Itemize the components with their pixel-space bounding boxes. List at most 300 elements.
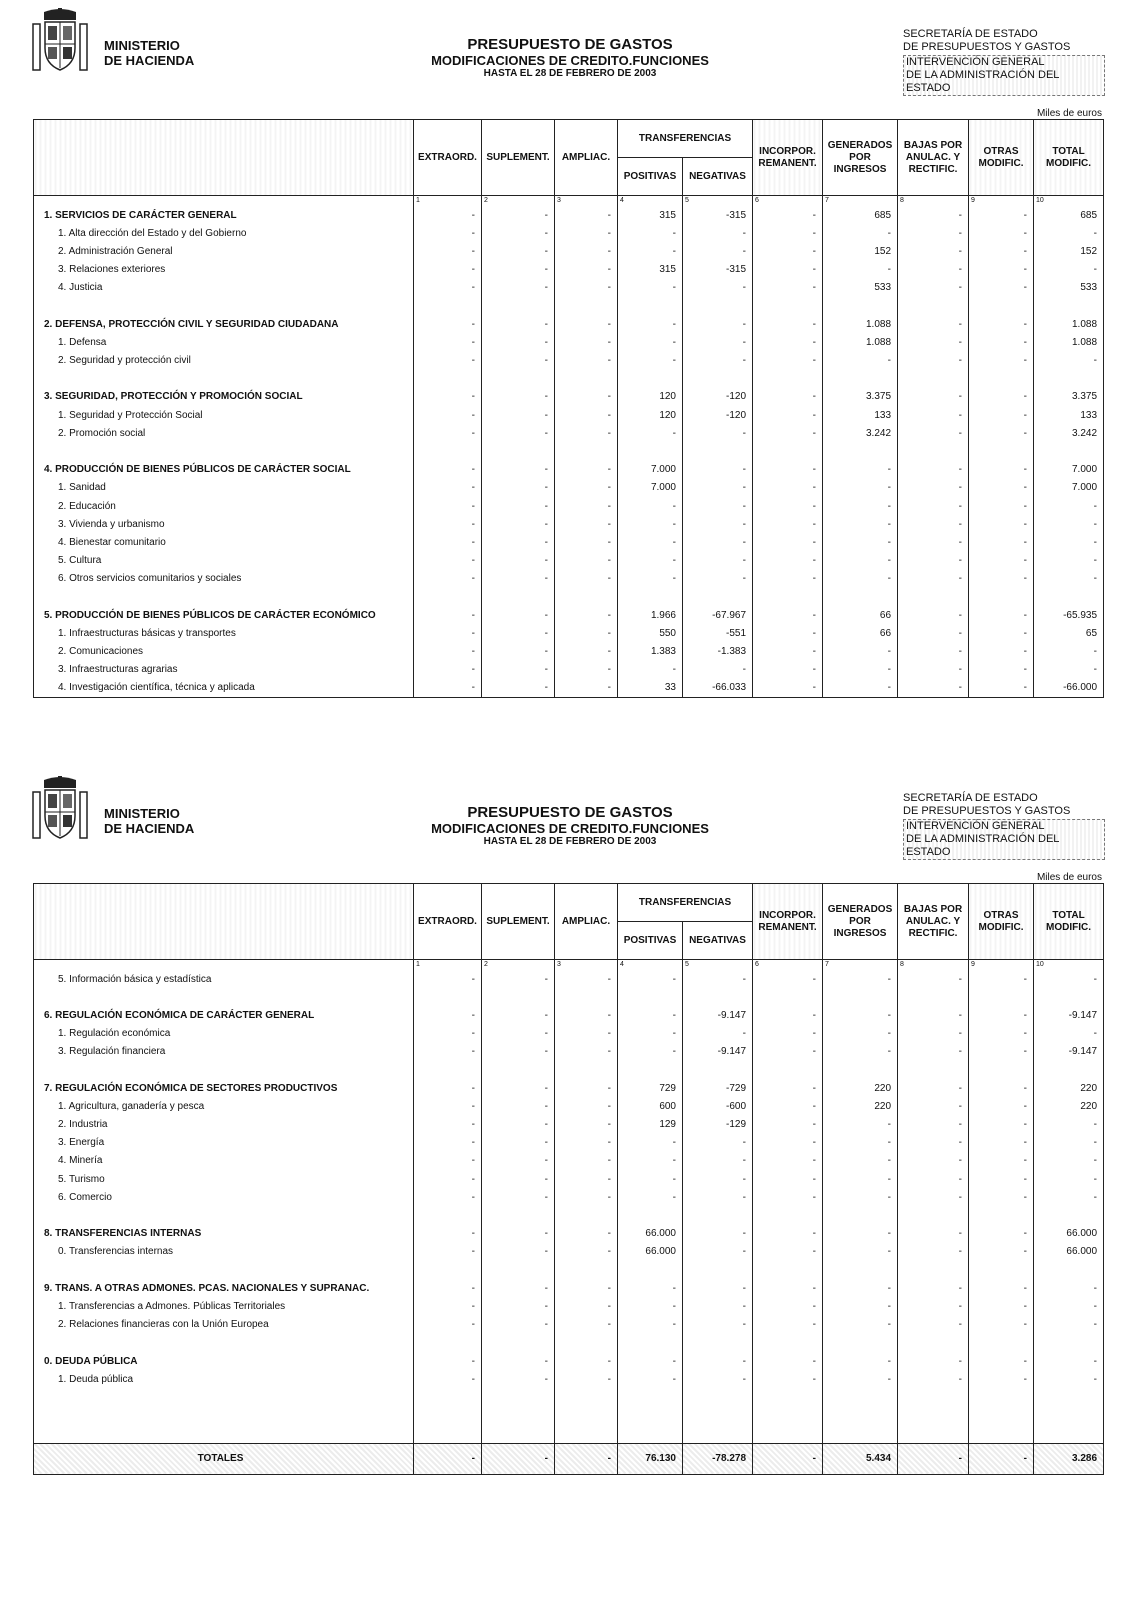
intervencion-box bbox=[903, 55, 1105, 96]
function-row bbox=[34, 515, 1104, 533]
function-group-row bbox=[34, 1079, 1104, 1097]
value-cell bbox=[1034, 1388, 1104, 1406]
value-cell: - bbox=[482, 1079, 555, 1097]
value-cell bbox=[969, 1334, 1034, 1352]
value-cell: - bbox=[753, 461, 823, 479]
value-cell: - bbox=[683, 1243, 753, 1261]
value-cell bbox=[753, 1407, 823, 1425]
intervencion-box bbox=[903, 819, 1105, 860]
value-cell: - bbox=[618, 279, 683, 297]
value-cell: - bbox=[1034, 261, 1104, 279]
value-cell bbox=[969, 442, 1034, 460]
totals-value-cell: 5.434 bbox=[823, 1443, 898, 1474]
row-label bbox=[34, 988, 414, 1006]
value-cell: - bbox=[823, 1043, 898, 1061]
row-label: 3. Vivienda y urbanismo bbox=[34, 515, 414, 533]
header-incorpor: INCORPOR. REMANENT. bbox=[753, 120, 823, 196]
value-cell: - bbox=[969, 1006, 1034, 1024]
value-cell: - bbox=[414, 497, 482, 515]
value-cell: - bbox=[969, 1025, 1034, 1043]
row-label: 1. Sanidad bbox=[34, 479, 414, 497]
value-cell: - bbox=[683, 479, 753, 497]
value-cell: - bbox=[414, 1134, 482, 1152]
value-cell bbox=[753, 370, 823, 388]
value-cell: - bbox=[555, 497, 618, 515]
value-cell: - bbox=[482, 1043, 555, 1061]
value-cell bbox=[555, 1261, 618, 1279]
value-cell bbox=[823, 442, 898, 460]
blank-row bbox=[34, 442, 1104, 460]
value-cell: 3.375 bbox=[1034, 388, 1104, 406]
function-row bbox=[34, 570, 1104, 588]
value-cell: - bbox=[482, 661, 555, 679]
column-number-cell bbox=[34, 196, 414, 207]
value-cell: - bbox=[555, 1225, 618, 1243]
value-cell: - bbox=[969, 570, 1034, 588]
value-cell: - bbox=[414, 1370, 482, 1388]
row-label: 9. TRANS. A OTRAS ADMONES. PCAS. NACIONALES Y SUPRANAC. bbox=[34, 1279, 414, 1297]
value-cell: - bbox=[1034, 533, 1104, 551]
header-otras: OTRAS MODIFIC. bbox=[969, 120, 1034, 196]
value-cell: - bbox=[969, 552, 1034, 570]
totals-value-cell: - bbox=[555, 1443, 618, 1474]
header-suplement: SUPLEMENT. bbox=[482, 884, 555, 960]
value-cell: - bbox=[683, 1279, 753, 1297]
value-cell: - bbox=[414, 1170, 482, 1188]
value-cell bbox=[823, 1388, 898, 1406]
value-cell: - bbox=[753, 1152, 823, 1170]
value-cell: - bbox=[482, 1352, 555, 1370]
value-cell: - bbox=[555, 406, 618, 424]
function-row bbox=[34, 279, 1104, 297]
value-cell: -315 bbox=[683, 261, 753, 279]
header-generados: GENERADOS POR INGRESOS bbox=[823, 884, 898, 960]
value-cell: 729 bbox=[618, 1079, 683, 1097]
value-cell: - bbox=[823, 1243, 898, 1261]
column-number-cell: 4 bbox=[618, 196, 683, 207]
value-cell: - bbox=[753, 1006, 823, 1024]
value-cell: - bbox=[482, 388, 555, 406]
header-transferencias: TRANSFERENCIAS bbox=[618, 120, 753, 158]
ministry-name bbox=[104, 38, 194, 68]
value-cell: - bbox=[482, 315, 555, 333]
value-cell: - bbox=[414, 206, 482, 224]
value-cell: 33 bbox=[618, 679, 683, 698]
function-row bbox=[34, 970, 1104, 988]
value-cell bbox=[969, 1425, 1034, 1444]
function-row bbox=[34, 1170, 1104, 1188]
value-cell: - bbox=[414, 1225, 482, 1243]
value-cell: - bbox=[823, 1297, 898, 1315]
header-negativas: NEGATIVAS bbox=[683, 158, 753, 196]
value-cell bbox=[618, 1334, 683, 1352]
value-cell: - bbox=[753, 606, 823, 624]
value-cell: - bbox=[969, 515, 1034, 533]
value-cell: 133 bbox=[1034, 406, 1104, 424]
header-generados: GENERADOS POR INGRESOS bbox=[823, 120, 898, 196]
value-cell bbox=[414, 1388, 482, 1406]
value-cell bbox=[414, 988, 482, 1006]
column-number-cell: 1 bbox=[414, 960, 482, 971]
value-cell: - bbox=[482, 352, 555, 370]
value-cell: - bbox=[753, 570, 823, 588]
value-cell: - bbox=[618, 242, 683, 260]
column-number-row bbox=[34, 960, 1104, 971]
function-row bbox=[34, 406, 1104, 424]
value-cell: - bbox=[414, 661, 482, 679]
value-cell: - bbox=[898, 206, 969, 224]
value-cell: - bbox=[969, 1225, 1034, 1243]
value-cell: - bbox=[414, 388, 482, 406]
value-cell: - bbox=[555, 1297, 618, 1315]
value-cell bbox=[969, 1061, 1034, 1079]
value-cell: - bbox=[683, 1025, 753, 1043]
value-cell: - bbox=[898, 424, 969, 442]
value-cell: - bbox=[618, 352, 683, 370]
value-cell: -551 bbox=[683, 624, 753, 642]
value-cell: - bbox=[618, 333, 683, 351]
value-cell: 1.088 bbox=[1034, 315, 1104, 333]
value-cell: - bbox=[618, 661, 683, 679]
value-cell: - bbox=[482, 970, 555, 988]
value-cell bbox=[555, 1425, 618, 1444]
value-cell: 220 bbox=[1034, 1079, 1104, 1097]
value-cell: 1.383 bbox=[618, 643, 683, 661]
value-cell: - bbox=[683, 515, 753, 533]
value-cell: - bbox=[555, 279, 618, 297]
row-label: 4. PRODUCCIÓN DE BIENES PÚBLICOS DE CARÁCTER SOCIAL bbox=[34, 461, 414, 479]
value-cell: 1.088 bbox=[823, 333, 898, 351]
value-cell: - bbox=[823, 1188, 898, 1206]
value-cell bbox=[555, 1407, 618, 1425]
function-row bbox=[34, 1134, 1104, 1152]
totals-value-cell: 76.130 bbox=[618, 1443, 683, 1474]
value-cell: - bbox=[1034, 1116, 1104, 1134]
value-cell: - bbox=[823, 970, 898, 988]
value-cell: - bbox=[683, 970, 753, 988]
value-cell bbox=[482, 442, 555, 460]
value-cell: - bbox=[753, 1079, 823, 1097]
value-cell: - bbox=[823, 570, 898, 588]
value-cell: - bbox=[555, 1243, 618, 1261]
value-cell: - bbox=[618, 1152, 683, 1170]
value-cell: - bbox=[414, 1116, 482, 1134]
value-cell bbox=[482, 1206, 555, 1224]
value-cell: - bbox=[618, 515, 683, 533]
blank-row bbox=[34, 1407, 1104, 1425]
value-cell bbox=[969, 297, 1034, 315]
column-number-cell: 10 bbox=[1034, 960, 1104, 971]
value-cell: - bbox=[898, 1188, 969, 1206]
value-cell bbox=[1034, 1061, 1104, 1079]
value-cell bbox=[1034, 370, 1104, 388]
row-label: 0. Transferencias internas bbox=[34, 1243, 414, 1261]
value-cell: - bbox=[618, 1188, 683, 1206]
value-cell: 66 bbox=[823, 606, 898, 624]
value-cell: - bbox=[414, 352, 482, 370]
row-label bbox=[34, 1407, 414, 1425]
function-group-row bbox=[34, 1006, 1104, 1024]
table-body bbox=[34, 196, 1104, 698]
value-cell: - bbox=[482, 533, 555, 551]
value-cell: - bbox=[414, 679, 482, 698]
value-cell: - bbox=[414, 461, 482, 479]
row-label: 1. SERVICIOS DE CARÁCTER GENERAL bbox=[34, 206, 414, 224]
value-cell: - bbox=[555, 552, 618, 570]
value-cell: - bbox=[482, 1225, 555, 1243]
value-cell: - bbox=[753, 1116, 823, 1134]
value-cell bbox=[683, 1206, 753, 1224]
value-cell: - bbox=[555, 224, 618, 242]
ministry-line-2: DE HACIENDA bbox=[104, 53, 195, 68]
value-cell: - bbox=[1034, 643, 1104, 661]
value-cell: - bbox=[683, 242, 753, 260]
value-cell bbox=[823, 1261, 898, 1279]
column-number-cell: 9 bbox=[969, 960, 1034, 971]
value-cell: - bbox=[555, 1352, 618, 1370]
value-cell: - bbox=[1034, 1297, 1104, 1315]
value-cell: 3.242 bbox=[823, 424, 898, 442]
value-cell: - bbox=[898, 1043, 969, 1061]
value-cell: - bbox=[414, 624, 482, 642]
value-cell: - bbox=[969, 279, 1034, 297]
row-label: 7. REGULACIÓN ECONÓMICA DE SECTORES PRODUCTIVOS bbox=[34, 1079, 414, 1097]
value-cell: - bbox=[898, 406, 969, 424]
report-subtitle: MODIFICACIONES DE CREDITO.FUNCIONES bbox=[431, 821, 709, 836]
value-cell bbox=[1034, 588, 1104, 606]
value-cell: 533 bbox=[1034, 279, 1104, 297]
value-cell: - bbox=[482, 333, 555, 351]
column-number-cell: 2 bbox=[482, 960, 555, 971]
row-label: 3. SEGURIDAD, PROTECCIÓN Y PROMOCIÓN SOCIAL bbox=[34, 388, 414, 406]
value-cell bbox=[683, 1388, 753, 1406]
value-cell: - bbox=[898, 1097, 969, 1115]
value-cell: - bbox=[969, 1079, 1034, 1097]
ministry-name bbox=[104, 806, 194, 836]
value-cell bbox=[414, 1425, 482, 1444]
value-cell bbox=[414, 1334, 482, 1352]
function-row bbox=[34, 1116, 1104, 1134]
value-cell: - bbox=[482, 461, 555, 479]
value-cell bbox=[683, 1261, 753, 1279]
intervencion-line-1: INTERVENCIÓN GENERAL bbox=[906, 820, 1045, 832]
function-row bbox=[34, 424, 1104, 442]
value-cell: - bbox=[683, 224, 753, 242]
value-cell: - bbox=[555, 570, 618, 588]
value-cell: - bbox=[753, 388, 823, 406]
value-cell: - bbox=[753, 1243, 823, 1261]
value-cell: - bbox=[898, 1025, 969, 1043]
value-cell: - bbox=[1034, 1352, 1104, 1370]
value-cell: - bbox=[555, 661, 618, 679]
coat-of-arms-icon bbox=[32, 8, 88, 74]
value-cell: 152 bbox=[1034, 242, 1104, 260]
value-cell bbox=[618, 370, 683, 388]
value-cell bbox=[482, 370, 555, 388]
value-cell: - bbox=[969, 1116, 1034, 1134]
totals-value-cell: - bbox=[969, 1443, 1034, 1474]
value-cell: - bbox=[823, 1152, 898, 1170]
value-cell: 685 bbox=[1034, 206, 1104, 224]
value-cell: - bbox=[555, 461, 618, 479]
value-cell bbox=[618, 588, 683, 606]
function-row bbox=[34, 552, 1104, 570]
value-cell bbox=[823, 988, 898, 1006]
value-cell bbox=[482, 1407, 555, 1425]
value-cell bbox=[1034, 1407, 1104, 1425]
value-cell: 152 bbox=[823, 242, 898, 260]
column-number-cell: 2 bbox=[482, 196, 555, 207]
value-cell: - bbox=[555, 624, 618, 642]
secretaria-line-1: SECRETARÍA DE ESTADO bbox=[903, 28, 1038, 40]
value-cell: - bbox=[1034, 1134, 1104, 1152]
row-label: 1. Transferencias a Admones. Públicas Territoriales bbox=[34, 1297, 414, 1315]
value-cell: - bbox=[482, 1243, 555, 1261]
value-cell: - bbox=[683, 1297, 753, 1315]
row-label bbox=[34, 1061, 414, 1079]
totals-value-cell: - bbox=[414, 1443, 482, 1474]
value-cell bbox=[753, 1425, 823, 1444]
value-cell: - bbox=[555, 1006, 618, 1024]
value-cell: - bbox=[823, 224, 898, 242]
value-cell: - bbox=[618, 1043, 683, 1061]
value-cell: - bbox=[618, 970, 683, 988]
row-label: 4. Justicia bbox=[34, 279, 414, 297]
value-cell: - bbox=[414, 479, 482, 497]
value-cell: - bbox=[555, 679, 618, 698]
value-cell: - bbox=[823, 261, 898, 279]
value-cell bbox=[683, 588, 753, 606]
value-cell: - bbox=[555, 1043, 618, 1061]
value-cell bbox=[414, 442, 482, 460]
value-cell: - bbox=[898, 1006, 969, 1024]
value-cell: 65 bbox=[1034, 624, 1104, 642]
value-cell: - bbox=[618, 1279, 683, 1297]
row-label: 2. Comunicaciones bbox=[34, 643, 414, 661]
row-label: 6. Comercio bbox=[34, 1188, 414, 1206]
value-cell bbox=[414, 1407, 482, 1425]
header-extraord: EXTRAORD. bbox=[414, 120, 482, 196]
value-cell bbox=[1034, 442, 1104, 460]
value-cell: - bbox=[414, 242, 482, 260]
value-cell: - bbox=[823, 533, 898, 551]
value-cell: - bbox=[823, 1006, 898, 1024]
value-cell: - bbox=[823, 1279, 898, 1297]
value-cell: - bbox=[482, 406, 555, 424]
value-cell: - bbox=[618, 424, 683, 442]
row-label: 1. Deuda pública bbox=[34, 1370, 414, 1388]
value-cell: - bbox=[898, 552, 969, 570]
value-cell: - bbox=[414, 1006, 482, 1024]
value-cell: - bbox=[414, 261, 482, 279]
value-cell: -65.935 bbox=[1034, 606, 1104, 624]
value-cell: - bbox=[482, 1297, 555, 1315]
value-cell bbox=[1034, 1261, 1104, 1279]
value-cell bbox=[618, 1261, 683, 1279]
value-cell: - bbox=[753, 261, 823, 279]
value-cell: - bbox=[1034, 970, 1104, 988]
blank-row bbox=[34, 588, 1104, 606]
value-cell: - bbox=[555, 970, 618, 988]
value-cell: - bbox=[753, 679, 823, 698]
value-cell: - bbox=[618, 224, 683, 242]
header-suplement: SUPLEMENT. bbox=[482, 120, 555, 196]
value-cell: 600 bbox=[618, 1097, 683, 1115]
value-cell: -315 bbox=[683, 206, 753, 224]
value-cell: - bbox=[898, 661, 969, 679]
row-label: 5. PRODUCCIÓN DE BIENES PÚBLICOS DE CARÁCTER ECONÓMICO bbox=[34, 606, 414, 624]
blank-row bbox=[34, 297, 1104, 315]
value-cell: - bbox=[555, 242, 618, 260]
function-row bbox=[34, 1297, 1104, 1315]
value-cell: - bbox=[414, 1243, 482, 1261]
value-cell: - bbox=[618, 1352, 683, 1370]
value-cell: - bbox=[555, 1116, 618, 1134]
value-cell: - bbox=[414, 1316, 482, 1334]
value-cell: - bbox=[898, 1243, 969, 1261]
value-cell bbox=[683, 442, 753, 460]
value-cell bbox=[969, 588, 1034, 606]
row-label: 1. Infraestructuras básicas y transportes bbox=[34, 624, 414, 642]
totals-value-cell: -78.278 bbox=[683, 1443, 753, 1474]
value-cell: -66.033 bbox=[683, 679, 753, 698]
header-incorpor: INCORPOR. REMANENT. bbox=[753, 884, 823, 960]
value-cell bbox=[618, 1206, 683, 1224]
value-cell: - bbox=[482, 624, 555, 642]
value-cell bbox=[618, 442, 683, 460]
value-cell: - bbox=[753, 1134, 823, 1152]
column-number-cell: 5 bbox=[683, 960, 753, 971]
coat-of-arms-icon bbox=[32, 776, 88, 842]
value-cell: - bbox=[753, 970, 823, 988]
value-cell: - bbox=[1034, 1316, 1104, 1334]
value-cell: -129 bbox=[683, 1116, 753, 1134]
value-cell: 133 bbox=[823, 406, 898, 424]
value-cell bbox=[1034, 1425, 1104, 1444]
row-label: 3. Energía bbox=[34, 1134, 414, 1152]
function-group-row bbox=[34, 315, 1104, 333]
function-group-row bbox=[34, 606, 1104, 624]
value-cell: - bbox=[753, 661, 823, 679]
value-cell: - bbox=[823, 679, 898, 698]
value-cell: - bbox=[823, 1225, 898, 1243]
value-cell: - bbox=[618, 1134, 683, 1152]
value-cell bbox=[482, 1334, 555, 1352]
value-cell bbox=[683, 1061, 753, 1079]
function-row bbox=[34, 1370, 1104, 1388]
value-cell bbox=[969, 1407, 1034, 1425]
value-cell: - bbox=[555, 533, 618, 551]
value-cell: - bbox=[969, 352, 1034, 370]
value-cell: - bbox=[898, 1316, 969, 1334]
value-cell bbox=[618, 297, 683, 315]
value-cell: - bbox=[753, 206, 823, 224]
value-cell: - bbox=[969, 1043, 1034, 1061]
value-cell: 315 bbox=[618, 206, 683, 224]
column-number-cell: 4 bbox=[618, 960, 683, 971]
value-cell: - bbox=[414, 333, 482, 351]
value-cell: 1.088 bbox=[1034, 333, 1104, 351]
value-cell bbox=[683, 1334, 753, 1352]
report-date: HASTA EL 28 DE FEBRERO DE 2003 bbox=[483, 836, 657, 847]
value-cell: - bbox=[1034, 1279, 1104, 1297]
value-cell: - bbox=[898, 1352, 969, 1370]
blank-row bbox=[34, 370, 1104, 388]
value-cell: - bbox=[898, 970, 969, 988]
budget-table-page-1 bbox=[33, 119, 1104, 698]
value-cell: - bbox=[898, 643, 969, 661]
value-cell: - bbox=[618, 497, 683, 515]
